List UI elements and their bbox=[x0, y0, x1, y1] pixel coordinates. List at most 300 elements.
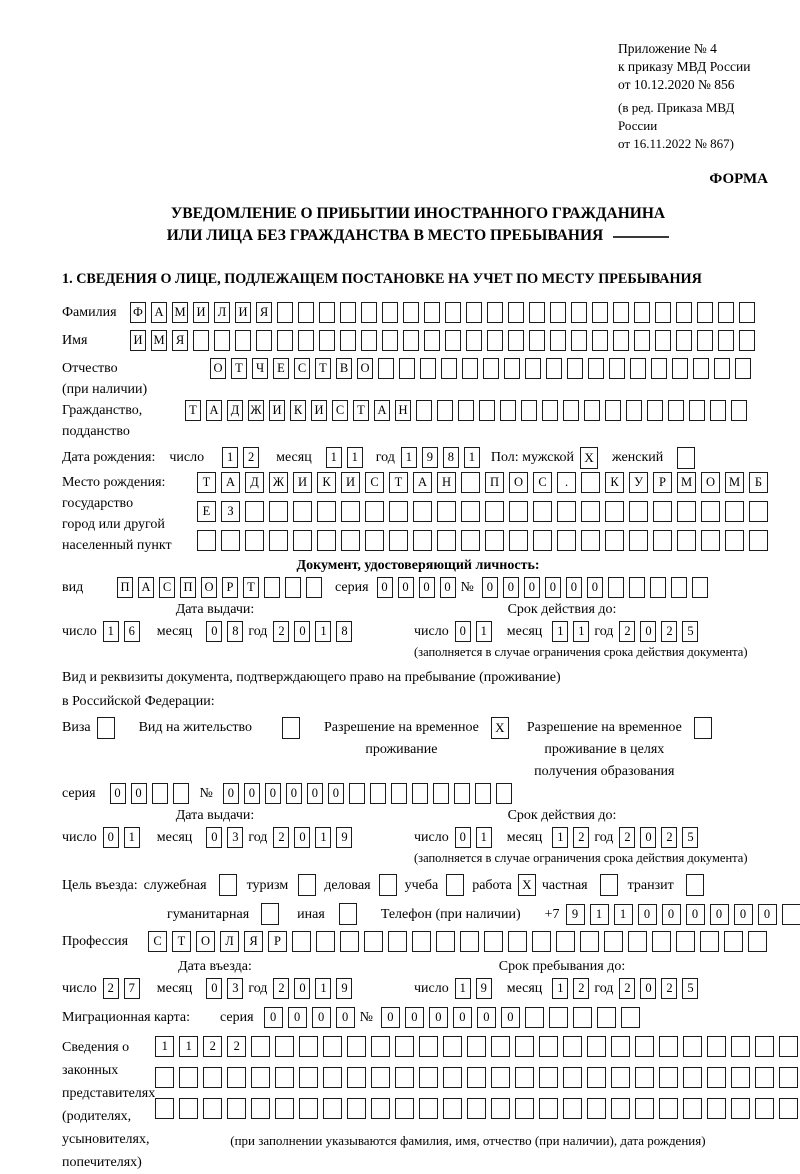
char-cell[interactable]: П bbox=[180, 577, 196, 598]
char-cell[interactable] bbox=[382, 330, 398, 351]
char-cell[interactable] bbox=[653, 501, 672, 522]
char-cell[interactable] bbox=[635, 1036, 654, 1057]
char-cell[interactable] bbox=[467, 1098, 486, 1119]
char-cell[interactable] bbox=[725, 501, 744, 522]
char-cell[interactable] bbox=[275, 1036, 294, 1057]
char-cell[interactable] bbox=[275, 1098, 294, 1119]
char-cell[interactable] bbox=[467, 1067, 486, 1088]
char-cell[interactable]: Л bbox=[214, 302, 230, 323]
char-cell[interactable] bbox=[546, 358, 562, 379]
char-cell[interactable] bbox=[659, 1098, 678, 1119]
char-cell[interactable] bbox=[542, 400, 558, 421]
char-cell[interactable] bbox=[264, 577, 280, 598]
sex-male-checkbox[interactable] bbox=[580, 447, 598, 469]
char-cell[interactable] bbox=[533, 501, 552, 522]
char-cell[interactable]: 0 bbox=[286, 783, 302, 804]
res-valid-year-cells[interactable] bbox=[619, 827, 703, 848]
char-cell[interactable]: 0 bbox=[265, 783, 281, 804]
char-cell[interactable]: П bbox=[117, 577, 133, 598]
char-cell[interactable]: 9 bbox=[566, 904, 585, 925]
char-cell[interactable]: . bbox=[557, 472, 576, 493]
char-cell[interactable] bbox=[611, 1036, 630, 1057]
stay-month-cells[interactable] bbox=[552, 978, 594, 999]
representatives-cells-row2[interactable] bbox=[155, 1067, 800, 1088]
char-cell[interactable] bbox=[508, 931, 527, 952]
char-cell[interactable]: И bbox=[130, 330, 146, 351]
char-cell[interactable]: Н bbox=[395, 400, 411, 421]
doc-series-cells[interactable] bbox=[377, 577, 461, 598]
char-cell[interactable]: 8 bbox=[227, 621, 243, 642]
char-cell[interactable]: 5 bbox=[682, 621, 698, 642]
char-cell[interactable] bbox=[370, 783, 386, 804]
char-cell[interactable] bbox=[317, 530, 336, 551]
char-cell[interactable]: 1 bbox=[103, 621, 119, 642]
visa-checkbox[interactable] bbox=[97, 717, 115, 739]
char-cell[interactable] bbox=[630, 358, 646, 379]
char-cell[interactable] bbox=[748, 931, 767, 952]
char-cell[interactable] bbox=[697, 330, 713, 351]
char-cell[interactable]: 1 bbox=[326, 447, 342, 468]
char-cell[interactable] bbox=[364, 931, 383, 952]
char-cell[interactable] bbox=[683, 1098, 702, 1119]
char-cell[interactable] bbox=[557, 501, 576, 522]
char-cell[interactable]: 0 bbox=[587, 577, 603, 598]
char-cell[interactable] bbox=[340, 931, 359, 952]
char-cell[interactable]: У bbox=[629, 472, 648, 493]
char-cell[interactable]: С bbox=[294, 358, 310, 379]
char-cell[interactable]: 1 bbox=[179, 1036, 198, 1057]
char-cell[interactable] bbox=[659, 1036, 678, 1057]
char-cell[interactable] bbox=[779, 1067, 798, 1088]
char-cell[interactable] bbox=[403, 302, 419, 323]
char-cell[interactable]: К bbox=[290, 400, 306, 421]
char-cell[interactable]: 0 bbox=[545, 577, 561, 598]
char-cell[interactable]: Ч bbox=[252, 358, 268, 379]
char-cell[interactable]: 0 bbox=[638, 904, 657, 925]
char-cell[interactable] bbox=[445, 330, 461, 351]
char-cell[interactable] bbox=[532, 931, 551, 952]
citizenship-cells[interactable] bbox=[185, 400, 752, 421]
char-cell[interactable] bbox=[550, 330, 566, 351]
char-cell[interactable]: 0 bbox=[686, 904, 705, 925]
char-cell[interactable] bbox=[539, 1067, 558, 1088]
char-cell[interactable] bbox=[437, 400, 453, 421]
char-cell[interactable] bbox=[651, 358, 667, 379]
char-cell[interactable] bbox=[293, 501, 312, 522]
char-cell[interactable] bbox=[155, 1067, 174, 1088]
char-cell[interactable] bbox=[245, 501, 264, 522]
purpose-official-checkbox[interactable] bbox=[219, 874, 237, 896]
char-cell[interactable]: О bbox=[357, 358, 373, 379]
char-cell[interactable]: Н bbox=[437, 472, 456, 493]
char-cell[interactable] bbox=[424, 302, 440, 323]
char-cell[interactable]: Ж bbox=[248, 400, 264, 421]
char-cell[interactable]: 0 bbox=[288, 1007, 307, 1028]
char-cell[interactable]: Я bbox=[256, 302, 272, 323]
char-cell[interactable]: С bbox=[365, 472, 384, 493]
char-cell[interactable]: 0 bbox=[336, 1007, 355, 1028]
char-cell[interactable] bbox=[677, 501, 696, 522]
char-cell[interactable] bbox=[299, 1067, 318, 1088]
char-cell[interactable]: 5 bbox=[682, 827, 698, 848]
char-cell[interactable] bbox=[731, 400, 747, 421]
char-cell[interactable] bbox=[227, 1067, 246, 1088]
char-cell[interactable] bbox=[420, 358, 436, 379]
char-cell[interactable] bbox=[613, 302, 629, 323]
char-cell[interactable] bbox=[319, 330, 335, 351]
char-cell[interactable] bbox=[731, 1036, 750, 1057]
char-cell[interactable] bbox=[403, 330, 419, 351]
char-cell[interactable]: Т bbox=[353, 400, 369, 421]
checkbox-cell[interactable] bbox=[446, 874, 464, 896]
char-cell[interactable]: 1 bbox=[315, 827, 331, 848]
char-cell[interactable]: 0 bbox=[206, 978, 222, 999]
char-cell[interactable] bbox=[437, 530, 456, 551]
representatives-cells-row3[interactable] bbox=[155, 1098, 800, 1119]
char-cell[interactable]: А bbox=[413, 472, 432, 493]
char-cell[interactable]: 0 bbox=[206, 621, 222, 642]
purpose-other-checkbox[interactable] bbox=[339, 903, 357, 925]
char-cell[interactable] bbox=[365, 530, 384, 551]
char-cell[interactable]: 1 bbox=[552, 621, 568, 642]
char-cell[interactable] bbox=[458, 400, 474, 421]
res-issue-month-cells[interactable] bbox=[206, 827, 248, 848]
char-cell[interactable] bbox=[700, 931, 719, 952]
char-cell[interactable] bbox=[629, 577, 645, 598]
profession-cells[interactable] bbox=[148, 931, 772, 952]
char-cell[interactable]: 1 bbox=[552, 978, 568, 999]
char-cell[interactable] bbox=[692, 577, 708, 598]
char-cell[interactable] bbox=[509, 530, 528, 551]
char-cell[interactable] bbox=[563, 1067, 582, 1088]
char-cell[interactable] bbox=[382, 302, 398, 323]
char-cell[interactable] bbox=[549, 1007, 568, 1028]
checkbox-cell[interactable] bbox=[261, 903, 279, 925]
char-cell[interactable] bbox=[475, 783, 491, 804]
char-cell[interactable]: С bbox=[533, 472, 552, 493]
char-cell[interactable]: 0 bbox=[710, 904, 729, 925]
char-cell[interactable] bbox=[443, 1067, 462, 1088]
char-cell[interactable]: Т bbox=[185, 400, 201, 421]
char-cell[interactable]: А bbox=[206, 400, 222, 421]
phone-cells[interactable] bbox=[566, 904, 800, 925]
char-cell[interactable] bbox=[563, 1036, 582, 1057]
char-cell[interactable]: О bbox=[509, 472, 528, 493]
char-cell[interactable]: А bbox=[374, 400, 390, 421]
char-cell[interactable] bbox=[484, 931, 503, 952]
char-cell[interactable] bbox=[714, 358, 730, 379]
char-cell[interactable]: 0 bbox=[524, 577, 540, 598]
char-cell[interactable] bbox=[571, 330, 587, 351]
purpose-study-checkbox[interactable] bbox=[446, 874, 464, 896]
char-cell[interactable] bbox=[491, 1098, 510, 1119]
firstname-cells[interactable] bbox=[130, 330, 760, 351]
char-cell[interactable] bbox=[461, 530, 480, 551]
char-cell[interactable] bbox=[319, 302, 335, 323]
char-cell[interactable] bbox=[587, 1098, 606, 1119]
char-cell[interactable] bbox=[671, 577, 687, 598]
checkbox-cell[interactable] bbox=[339, 903, 357, 925]
char-cell[interactable]: 0 bbox=[662, 904, 681, 925]
char-cell[interactable] bbox=[389, 530, 408, 551]
char-cell[interactable]: 0 bbox=[206, 827, 222, 848]
char-cell[interactable] bbox=[445, 302, 461, 323]
char-cell[interactable] bbox=[235, 330, 251, 351]
char-cell[interactable]: 9 bbox=[422, 447, 438, 468]
char-cell[interactable] bbox=[299, 1036, 318, 1057]
checkbox-cell[interactable]: X bbox=[518, 874, 536, 896]
char-cell[interactable] bbox=[697, 302, 713, 323]
char-cell[interactable] bbox=[724, 931, 743, 952]
char-cell[interactable]: И bbox=[235, 302, 251, 323]
char-cell[interactable] bbox=[782, 904, 800, 925]
char-cell[interactable]: 0 bbox=[377, 577, 393, 598]
char-cell[interactable] bbox=[592, 302, 608, 323]
char-cell[interactable] bbox=[433, 783, 449, 804]
char-cell[interactable]: 1 bbox=[222, 447, 238, 468]
char-cell[interactable] bbox=[676, 931, 695, 952]
checkbox-cell[interactable] bbox=[282, 717, 300, 739]
char-cell[interactable] bbox=[707, 1036, 726, 1057]
char-cell[interactable] bbox=[677, 530, 696, 551]
char-cell[interactable] bbox=[251, 1067, 270, 1088]
checkbox-cell[interactable] bbox=[298, 874, 316, 896]
char-cell[interactable]: 0 bbox=[640, 621, 656, 642]
temp-residence-checkbox[interactable] bbox=[491, 717, 509, 739]
char-cell[interactable]: З bbox=[221, 501, 240, 522]
char-cell[interactable]: 0 bbox=[103, 827, 119, 848]
char-cell[interactable] bbox=[779, 1036, 798, 1057]
char-cell[interactable]: 0 bbox=[566, 577, 582, 598]
char-cell[interactable] bbox=[689, 400, 705, 421]
char-cell[interactable] bbox=[725, 530, 744, 551]
issue-year-cells[interactable] bbox=[273, 621, 357, 642]
char-cell[interactable] bbox=[605, 530, 624, 551]
char-cell[interactable] bbox=[347, 1067, 366, 1088]
char-cell[interactable]: О bbox=[201, 577, 217, 598]
patronymic-cells[interactable] bbox=[210, 358, 756, 379]
edu-residence-checkbox[interactable] bbox=[694, 717, 712, 739]
char-cell[interactable] bbox=[197, 530, 216, 551]
char-cell[interactable]: 0 bbox=[398, 577, 414, 598]
char-cell[interactable] bbox=[701, 501, 720, 522]
char-cell[interactable]: В bbox=[336, 358, 352, 379]
char-cell[interactable] bbox=[299, 1098, 318, 1119]
char-cell[interactable] bbox=[521, 400, 537, 421]
char-cell[interactable] bbox=[592, 330, 608, 351]
char-cell[interactable] bbox=[371, 1036, 390, 1057]
char-cell[interactable]: Т bbox=[197, 472, 216, 493]
char-cell[interactable] bbox=[293, 530, 312, 551]
char-cell[interactable] bbox=[739, 302, 755, 323]
char-cell[interactable]: 2 bbox=[619, 827, 635, 848]
char-cell[interactable]: 0 bbox=[244, 783, 260, 804]
char-cell[interactable] bbox=[655, 302, 671, 323]
migration-number-cells[interactable] bbox=[381, 1007, 645, 1028]
char-cell[interactable] bbox=[412, 931, 431, 952]
char-cell[interactable] bbox=[424, 330, 440, 351]
char-cell[interactable]: А bbox=[221, 472, 240, 493]
residence-series-cells[interactable] bbox=[110, 783, 194, 804]
char-cell[interactable]: Е bbox=[273, 358, 289, 379]
migration-series-cells[interactable] bbox=[264, 1007, 360, 1028]
entry-day-cells[interactable] bbox=[103, 978, 145, 999]
char-cell[interactable]: С bbox=[159, 577, 175, 598]
char-cell[interactable] bbox=[563, 400, 579, 421]
char-cell[interactable]: И bbox=[341, 472, 360, 493]
char-cell[interactable] bbox=[203, 1098, 222, 1119]
char-cell[interactable]: 0 bbox=[328, 783, 344, 804]
char-cell[interactable]: 0 bbox=[453, 1007, 472, 1028]
char-cell[interactable]: Д bbox=[245, 472, 264, 493]
char-cell[interactable]: П bbox=[485, 472, 504, 493]
char-cell[interactable]: 0 bbox=[758, 904, 777, 925]
res-issue-year-cells[interactable] bbox=[273, 827, 357, 848]
char-cell[interactable] bbox=[485, 530, 504, 551]
char-cell[interactable]: Я bbox=[172, 330, 188, 351]
char-cell[interactable] bbox=[731, 1098, 750, 1119]
char-cell[interactable]: Р bbox=[653, 472, 672, 493]
char-cell[interactable] bbox=[155, 1098, 174, 1119]
char-cell[interactable]: 2 bbox=[227, 1036, 246, 1057]
char-cell[interactable] bbox=[193, 330, 209, 351]
char-cell[interactable] bbox=[487, 302, 503, 323]
char-cell[interactable] bbox=[626, 400, 642, 421]
char-cell[interactable]: 0 bbox=[503, 577, 519, 598]
char-cell[interactable] bbox=[556, 931, 575, 952]
char-cell[interactable]: 0 bbox=[640, 827, 656, 848]
char-cell[interactable] bbox=[629, 530, 648, 551]
valid-day-cells[interactable] bbox=[455, 621, 497, 642]
char-cell[interactable] bbox=[277, 302, 293, 323]
char-cell[interactable]: 1 bbox=[552, 827, 568, 848]
char-cell[interactable]: 2 bbox=[619, 978, 635, 999]
char-cell[interactable] bbox=[731, 1067, 750, 1088]
doc-number-cells[interactable] bbox=[482, 577, 713, 598]
char-cell[interactable]: 0 bbox=[294, 827, 310, 848]
entry-year-cells[interactable] bbox=[273, 978, 357, 999]
char-cell[interactable]: 0 bbox=[501, 1007, 520, 1028]
char-cell[interactable] bbox=[693, 358, 709, 379]
residence-permit-checkbox[interactable] bbox=[282, 717, 300, 739]
char-cell[interactable]: М bbox=[172, 302, 188, 323]
char-cell[interactable]: 0 bbox=[477, 1007, 496, 1028]
char-cell[interactable] bbox=[635, 1067, 654, 1088]
char-cell[interactable] bbox=[349, 783, 365, 804]
char-cell[interactable] bbox=[298, 302, 314, 323]
char-cell[interactable]: 1 bbox=[124, 827, 140, 848]
birthplace-cells-row3[interactable] bbox=[197, 530, 773, 551]
char-cell[interactable]: А bbox=[138, 577, 154, 598]
char-cell[interactable]: Т bbox=[389, 472, 408, 493]
char-cell[interactable]: Л bbox=[220, 931, 239, 952]
char-cell[interactable] bbox=[416, 400, 432, 421]
char-cell[interactable] bbox=[399, 358, 415, 379]
char-cell[interactable] bbox=[587, 1067, 606, 1088]
char-cell[interactable]: 0 bbox=[482, 577, 498, 598]
char-cell[interactable] bbox=[152, 783, 168, 804]
char-cell[interactable] bbox=[413, 530, 432, 551]
char-cell[interactable]: 0 bbox=[429, 1007, 448, 1028]
char-cell[interactable] bbox=[485, 501, 504, 522]
char-cell[interactable]: 1 bbox=[590, 904, 609, 925]
checkbox-cell[interactable] bbox=[379, 874, 397, 896]
char-cell[interactable]: 2 bbox=[273, 621, 289, 642]
char-cell[interactable] bbox=[567, 358, 583, 379]
char-cell[interactable]: 8 bbox=[443, 447, 459, 468]
char-cell[interactable] bbox=[515, 1067, 534, 1088]
char-cell[interactable] bbox=[275, 1067, 294, 1088]
char-cell[interactable] bbox=[361, 302, 377, 323]
char-cell[interactable] bbox=[269, 530, 288, 551]
char-cell[interactable]: С bbox=[148, 931, 167, 952]
char-cell[interactable] bbox=[251, 1098, 270, 1119]
checkbox-cell[interactable] bbox=[219, 874, 237, 896]
char-cell[interactable] bbox=[587, 1036, 606, 1057]
char-cell[interactable] bbox=[605, 501, 624, 522]
char-cell[interactable] bbox=[323, 1036, 342, 1057]
char-cell[interactable] bbox=[710, 400, 726, 421]
char-cell[interactable]: 2 bbox=[273, 827, 289, 848]
char-cell[interactable] bbox=[461, 472, 480, 493]
char-cell[interactable]: И bbox=[311, 400, 327, 421]
char-cell[interactable] bbox=[504, 358, 520, 379]
representatives-cells-row1[interactable] bbox=[155, 1036, 800, 1057]
char-cell[interactable] bbox=[388, 931, 407, 952]
char-cell[interactable] bbox=[441, 358, 457, 379]
char-cell[interactable] bbox=[361, 330, 377, 351]
char-cell[interactable] bbox=[588, 358, 604, 379]
char-cell[interactable] bbox=[529, 302, 545, 323]
char-cell[interactable] bbox=[533, 530, 552, 551]
char-cell[interactable] bbox=[173, 783, 189, 804]
char-cell[interactable]: 1 bbox=[573, 621, 589, 642]
char-cell[interactable] bbox=[347, 1036, 366, 1057]
char-cell[interactable]: Е bbox=[197, 501, 216, 522]
purpose-private-checkbox[interactable] bbox=[600, 874, 618, 896]
char-cell[interactable] bbox=[718, 330, 734, 351]
char-cell[interactable] bbox=[581, 530, 600, 551]
valid-year-cells[interactable] bbox=[619, 621, 703, 642]
char-cell[interactable]: Д bbox=[227, 400, 243, 421]
char-cell[interactable] bbox=[613, 330, 629, 351]
char-cell[interactable] bbox=[515, 1036, 534, 1057]
char-cell[interactable]: 9 bbox=[476, 978, 492, 999]
char-cell[interactable]: Б bbox=[749, 472, 768, 493]
char-cell[interactable] bbox=[461, 501, 480, 522]
stay-year-cells[interactable] bbox=[619, 978, 703, 999]
res-valid-day-cells[interactable] bbox=[455, 827, 497, 848]
char-cell[interactable] bbox=[735, 358, 751, 379]
checkbox-cell[interactable] bbox=[97, 717, 115, 739]
char-cell[interactable] bbox=[672, 358, 688, 379]
surname-cells[interactable] bbox=[130, 302, 760, 323]
checkbox-cell[interactable]: X bbox=[580, 447, 598, 469]
char-cell[interactable] bbox=[668, 400, 684, 421]
char-cell[interactable] bbox=[525, 358, 541, 379]
char-cell[interactable]: 2 bbox=[661, 621, 677, 642]
char-cell[interactable] bbox=[634, 330, 650, 351]
char-cell[interactable] bbox=[755, 1036, 774, 1057]
char-cell[interactable]: 0 bbox=[440, 577, 456, 598]
char-cell[interactable]: 9 bbox=[336, 978, 352, 999]
char-cell[interactable] bbox=[251, 1036, 270, 1057]
char-cell[interactable]: 8 bbox=[336, 621, 352, 642]
char-cell[interactable] bbox=[323, 1067, 342, 1088]
char-cell[interactable]: 0 bbox=[455, 621, 471, 642]
char-cell[interactable] bbox=[277, 330, 293, 351]
char-cell[interactable] bbox=[634, 302, 650, 323]
